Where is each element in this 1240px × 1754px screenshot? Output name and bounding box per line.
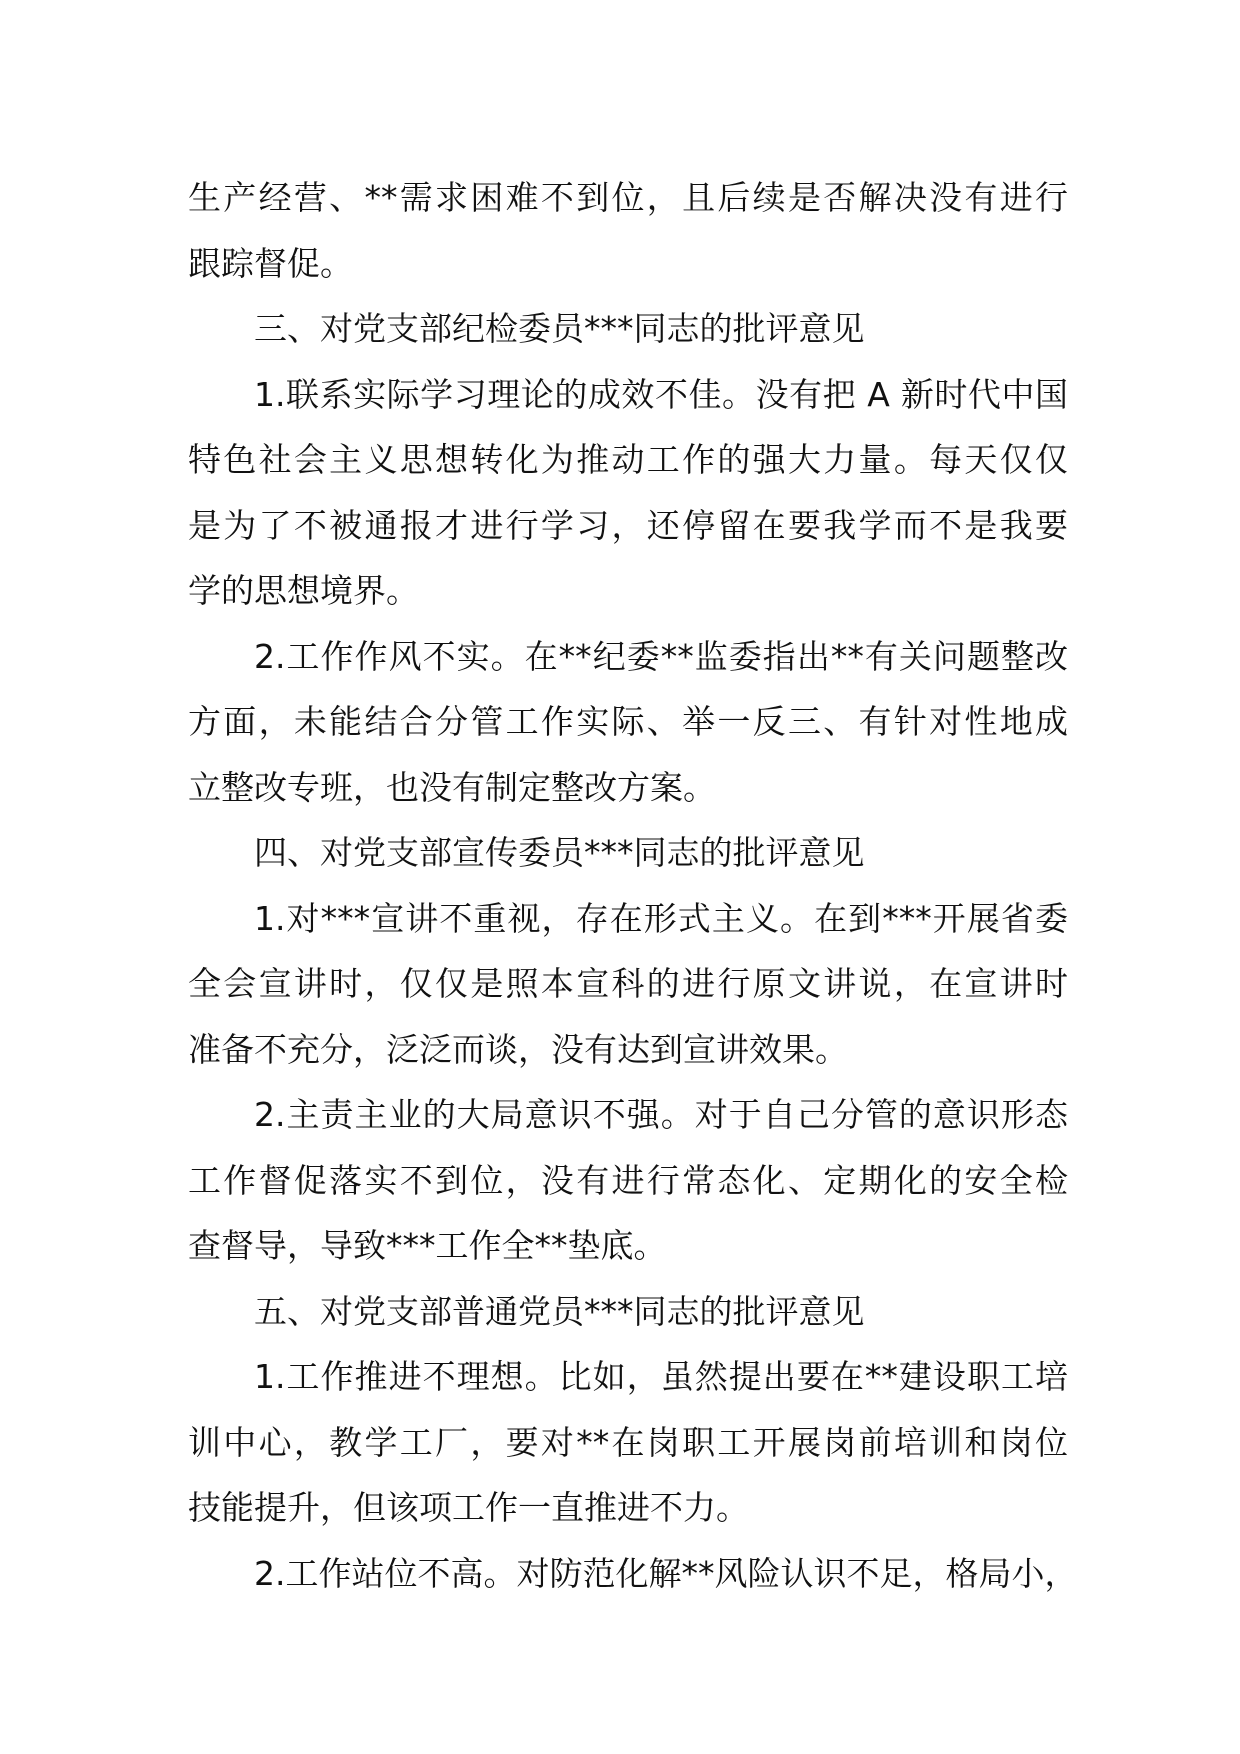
section-heading: 三、对党支部纪检委员***同志的批评意见 [254,309,865,348]
text-line: 2.工作站位不高。对防范化解**风险认识不足，格局小， [254,1553,1078,1593]
text-line: 全会宣讲时，仅仅是照本宣科的进行原文讲说，在宣讲时 [188,964,1068,1003]
text-line: 训中心，教学工厂，要对**在岗职工开展岗前培训和岗位 [188,1422,1068,1462]
section-heading: 五、对党支部普通党员***同志的批评意见 [254,1291,865,1331]
text-line: 1.联系实际学习理论的成效不佳。没有把 A 新时代中国 [254,374,1068,414]
text-line: 查督导，导致***工作全**垫底。 [188,1226,667,1265]
text-line: 是为了不被通报才进行学习，还停留在要我学而不是我要 [188,505,1068,545]
text-line: 准备不充分，泛泛而谈，没有达到宣讲效果。 [188,1029,848,1069]
text-line: 2.主责主业的大局意识不强。对于自己分管的意识形态 [254,1095,1068,1134]
text-line: 生产经营、**需求困难不到位，且后续是否解决没有进行 [188,178,1068,217]
text-line: 1.对***宣讲不重视，存在形式主义。在到***开展省委 [254,898,1068,938]
text-line: 跟踪督促。 [188,243,353,283]
document-body [188,165,1078,1606]
text-line: 1.工作推进不理想。比如，虽然提出要在**建设职工培 [254,1357,1068,1396]
text-line: 方面，未能结合分管工作实际、举一反三、有针对性地成 [188,702,1068,741]
text-line: 技能提升，但该项工作一直推进不力。 [188,1488,749,1527]
text-line: 特色社会主义思想转化为推动工作的强大力量。每天仅仅 [188,440,1068,479]
text-line: 立整改专班，也没有制定整改方案。 [188,767,716,807]
section-heading: 四、对党支部宣传委员***同志的批评意见 [254,833,865,872]
text-line: 学的思想境界。 [188,571,419,610]
text-line: 工作督促落实不到位，没有进行常态化、定期化的安全检 [188,1160,1068,1200]
text-line: 2.工作作风不实。在**纪委**监委指出**有关问题整改 [254,636,1068,676]
